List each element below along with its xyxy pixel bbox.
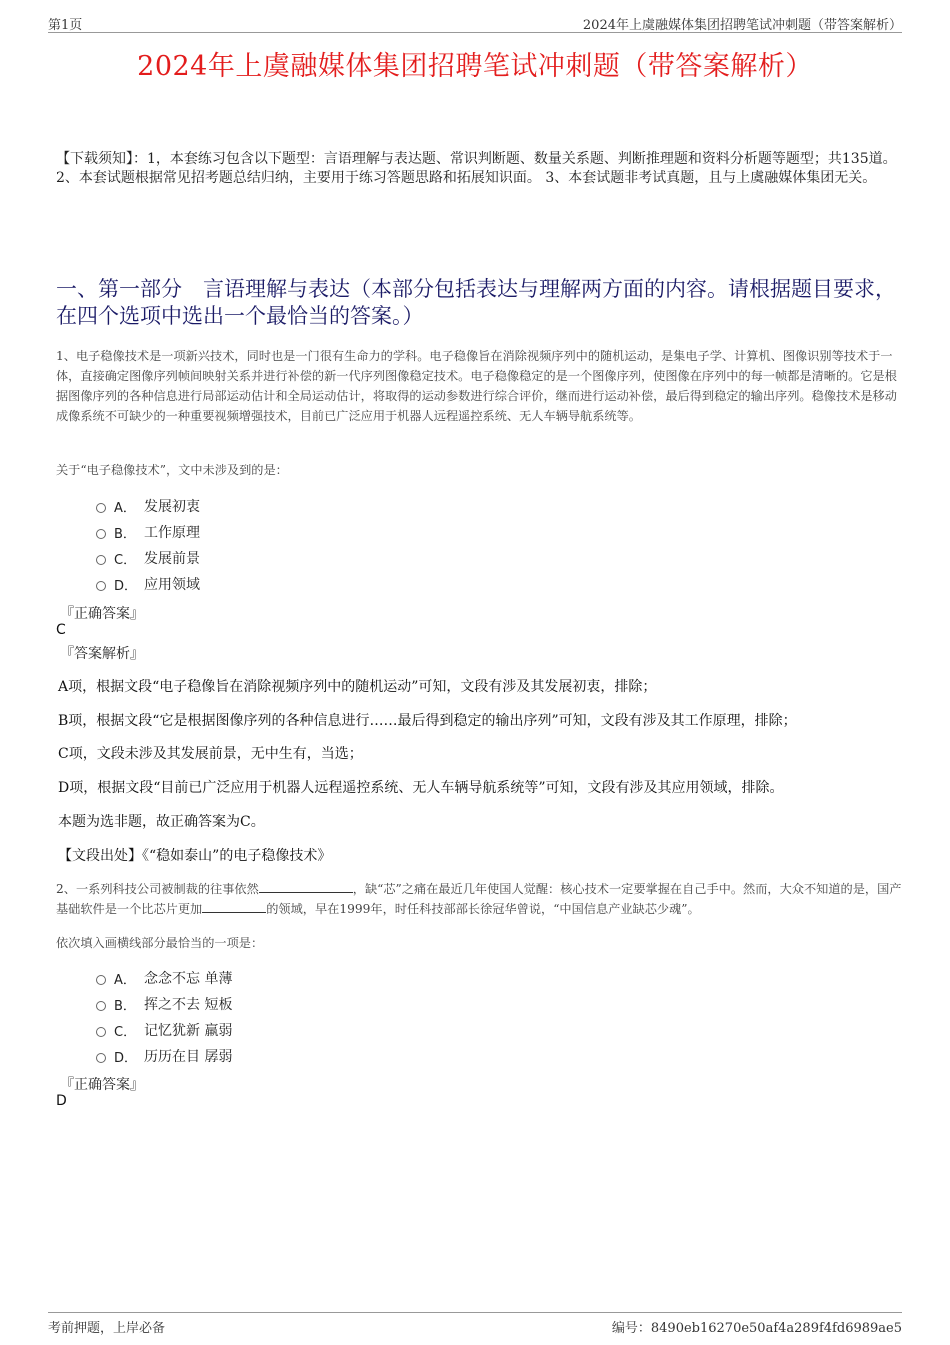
correct-answer-label: 『正确答案』 — [60, 606, 144, 622]
option-text: 挥之不去 短板 — [144, 997, 233, 1013]
analysis-line: A项，根据文段“电子稳像旨在消除视频序列中的随机运动”可知，文段有涉及其发展初衷，排除； — [58, 679, 657, 695]
radio-icon[interactable] — [96, 1027, 106, 1037]
option-text: 发展前景 — [144, 551, 200, 567]
fill-blank-1[interactable] — [259, 880, 353, 893]
option-a[interactable]: A． 发展初衷 — [96, 493, 200, 519]
option-text: 历历在目 孱弱 — [144, 1049, 233, 1065]
question-2-options — [96, 965, 232, 1069]
page-header — [48, 10, 902, 33]
question-1-prompt: 关于“电子稳像技术”，文中未涉及到的是： — [56, 463, 288, 477]
passage-source: 【文段出处】《“稳如泰山”的电子稳像技术》 — [58, 848, 332, 864]
option-c[interactable]: C． 记忆犹新 羸弱 — [96, 1017, 232, 1043]
analysis-line: C项，文段未涉及其发展前景，无中生有，当选； — [58, 746, 363, 762]
radio-icon[interactable] — [96, 555, 106, 565]
option-text: 念念不忘 单薄 — [144, 971, 233, 987]
document-code: 编号：8490eb16270e50af4a289f4fd6989ae5 — [611, 1321, 902, 1336]
download-notice: 【下载须知】：1，本套练习包含以下题型：言语理解与表达题、常识判断题、数量关系题、判断推理题和资料分析题等题型；共135道。 2、本套试题根据常见招考题总结归纳，主要用于练习答题思路和拓展知识面。 3、本套试题非考试真题，且与上虞融媒体集团无关。 — [56, 151, 897, 186]
analysis-line: B项，根据文段“它是根据图像序列的各种信息进行……最后得到稳定的输出序列”可知，文段有涉及其工作原理，排除； — [58, 713, 797, 729]
question-1-options — [96, 493, 200, 597]
option-text: 应用领域 — [144, 577, 200, 593]
option-text: 发展初衷 — [144, 499, 200, 515]
option-c[interactable]: C． 发展前景 — [96, 545, 200, 571]
page-footer — [48, 1312, 902, 1337]
option-a[interactable]: A． 念念不忘 单薄 — [96, 965, 232, 991]
analysis-label: 『答案解析』 — [60, 646, 144, 662]
question-2-passage: 2、一系列科技公司被制裁的往事依然 ，缺“芯”之痛在最近几年使国人觉醒：核心技术一定要掌握在自己手中。然而，大众不知道的是，国产基础软件是一个比芯片更加 的领域，早在1999年，时任科技部部长徐冠华曾说，“中国信息产业缺芯少魂”。 — [56, 882, 902, 916]
fill-blank-2[interactable] — [202, 900, 266, 913]
option-b[interactable]: B． 挥之不去 短板 — [96, 991, 232, 1017]
radio-icon[interactable] — [96, 529, 106, 539]
section-heading: 一、第一部分 言语理解与表达（本部分包括表达与理解两方面的内容。请根据题目要求，在四个选项中选出一个最恰当的答案。） — [56, 277, 896, 328]
radio-icon[interactable] — [96, 581, 106, 591]
correct-answer: C — [56, 622, 66, 638]
option-text: 记忆犹新 羸弱 — [144, 1023, 233, 1039]
header-doc-title: 2024年上虞融媒体集团招聘笔试冲刺题（带答案解析） — [582, 18, 902, 33]
option-b[interactable]: B． 工作原理 — [96, 519, 200, 545]
radio-icon[interactable] — [96, 1001, 106, 1011]
footer-slogan: 考前押题，上岸必备 — [48, 1321, 166, 1336]
radio-icon[interactable] — [96, 975, 106, 985]
correct-answer-label: 『正确答案』 — [60, 1077, 144, 1093]
document-title: 2024年上虞融媒体集团招聘笔试冲刺题（带答案解析） — [137, 51, 813, 82]
question-2-prompt: 依次填入画横线部分最恰当的一项是： — [56, 936, 264, 950]
analysis-conclusion: 本题为选非题，故正确答案为C。 — [58, 814, 265, 830]
radio-icon[interactable] — [96, 1053, 106, 1063]
analysis-line: D项，根据文段“目前已广泛应用于机器人远程遥控系统、无人车辆导航系统等”可知，文段有涉及其应用领域，排除。 — [58, 780, 784, 796]
page-number: 第1页 — [48, 18, 83, 33]
correct-answer: D — [56, 1093, 67, 1109]
option-text: 工作原理 — [144, 525, 200, 541]
radio-icon[interactable] — [96, 503, 106, 513]
option-d[interactable]: D． 历历在目 孱弱 — [96, 1043, 232, 1069]
option-d[interactable]: D． 应用领域 — [96, 571, 200, 597]
question-1-passage: 1、电子稳像技术是一项新兴技术，同时也是一门很有生命力的学科。电子稳像旨在消除视频序列中的随机运动，是集电子学、计算机、图像识别等技术于一体，直接确定图像序列帧间映射关系并进行补偿的新一代序列图像稳定技术。电子稳像稳定的是一个图像序列，使图像在序列中的每一帧都是清晰的。它是根据图像序列的各种信息进行局部运动估计和全局运动估计，将取得的运动参数进行综合评价，继而进行运动补偿，最后得到稳定的输出序列。稳像技术是移动成像系统不可缺少的一种重要视频增强技术，目前已广泛应用于机器人远程遥控系统、无人车辆导航系统等。 — [56, 349, 897, 423]
